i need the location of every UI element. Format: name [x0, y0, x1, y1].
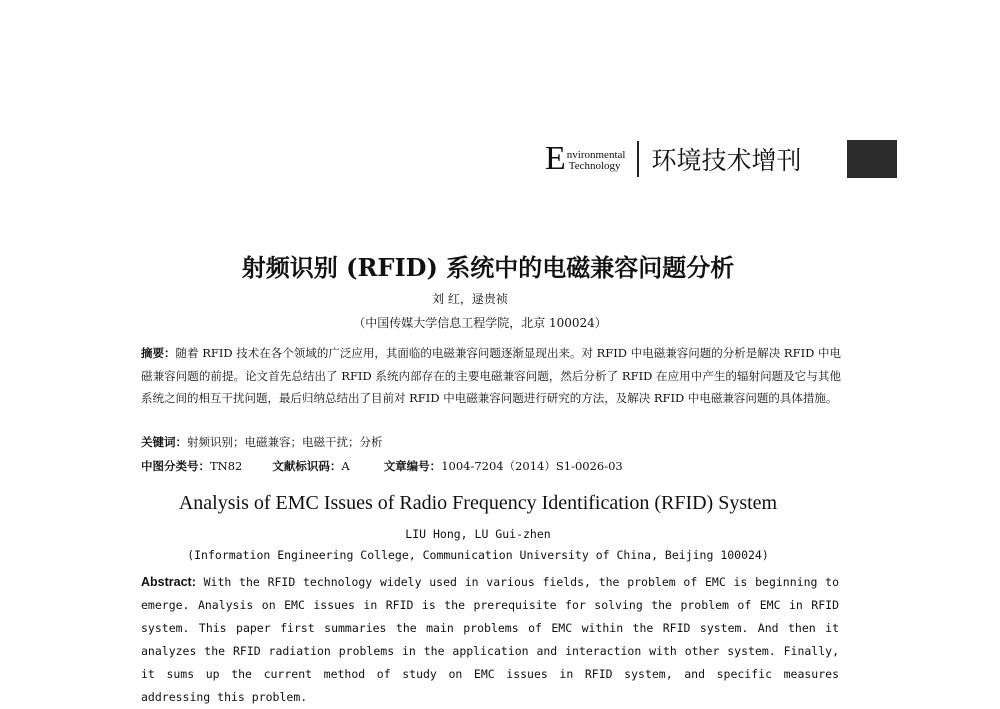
- abstract-english-label: Abstract:: [141, 575, 196, 589]
- keywords-chinese: [141, 433, 841, 451]
- header-decoration-block: [847, 140, 897, 178]
- authors-english: LIU Hong, LU Gui-zhen: [405, 527, 551, 541]
- clc-label: 中图分类号：: [141, 459, 210, 473]
- title-english: Analysis of EMC Issues of Radio Frequency Identification (RFID) System: [178, 492, 778, 514]
- logo-words: [567, 150, 626, 172]
- keywords-label: 关键词：: [141, 435, 187, 449]
- journal-name: 环境技术增刊: [651, 146, 802, 175]
- affiliation-chinese: （中国传媒大学信息工程学院，北京 100024）: [353, 316, 607, 330]
- article-number-label: 文章编号：: [383, 459, 442, 473]
- doc-code-label: 文献标识码：: [272, 459, 342, 473]
- authors-chinese: 刘 红，逯贵祯: [432, 292, 508, 306]
- logo-line-2: Technology: [568, 160, 621, 172]
- classification-info: [141, 457, 841, 475]
- affiliation-english: (Information Engineering College, Communication University of China, Beijing 100024): [187, 548, 769, 562]
- abstract-english-text: With the RFID technology widely used in various fields, the problem of EMC is beginning to emerge. Analysis on EMC issues in RFID is the prerequisite for solving the problem of EMC in RFID system. This paper first summaries the main problems of EMC within the RFID system. And then it analyzes the RFID radiation problems in the application and interaction with other system. Finally, it sums up the current method of study on EMC issues in RFID system, and specific measures addressing this problem.: [141, 575, 839, 704]
- clc-value: TN82: [210, 459, 243, 473]
- abstract-chinese-label: 摘要：: [141, 346, 176, 360]
- doc-code-value: A: [341, 459, 350, 473]
- logo-line-1: nvironmental: [566, 149, 626, 161]
- abstract-chinese: [141, 342, 841, 410]
- abstract-english: [141, 571, 839, 709]
- article-number-value: 1004-7204（2014）S1-0026-03: [441, 459, 623, 473]
- journal-logo: [545, 142, 625, 176]
- header-divider: [637, 141, 639, 177]
- title-chinese: 射频识别 (RFID) 系统中的电磁兼容问题分析: [241, 253, 735, 282]
- logo-letter: E: [545, 140, 566, 177]
- keywords-text: 射频识别；电磁兼容；电磁干扰；分析: [187, 435, 383, 449]
- journal-header: [545, 138, 801, 180]
- abstract-chinese-text: 随着 RFID 技术在各个领域的广泛应用，其面临的电磁兼容问题逐渐显现出来。对 RFID 中电磁兼容问题的分析是解决 RFID 中电磁兼容问题的前提。论文首先总结出了 RFID 系统内部存在的主要电磁兼容问题，然后分析了 RFID 在应用中产生的辐射问题及它与其他系统之间的相互干扰问题，最后归纳总结出了目前对 RFID 中电磁兼容问题进行研究的方法，及解决 RFID 中电磁兼容问题的具体措施。: [141, 346, 842, 405]
